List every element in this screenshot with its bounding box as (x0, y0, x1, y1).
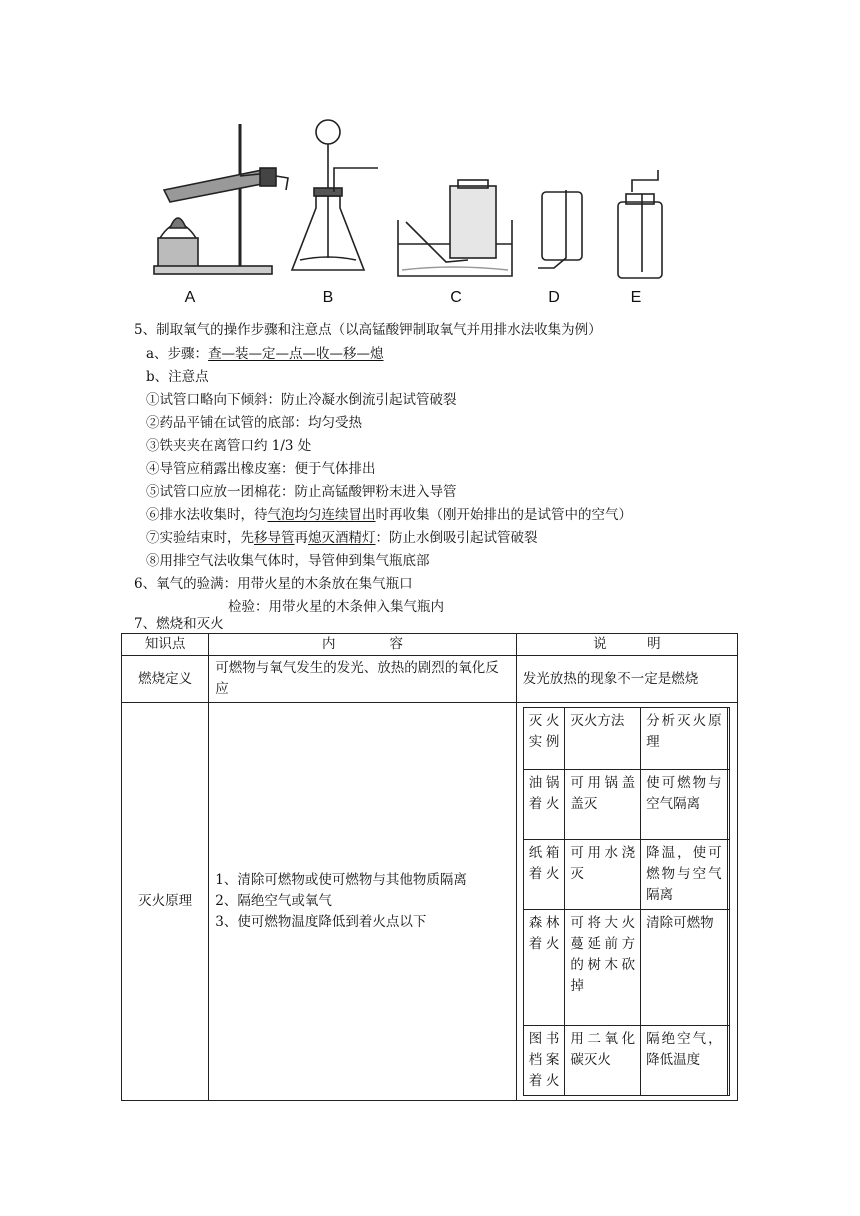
apparatus-a-drawing (154, 124, 288, 274)
sub-spacer (727, 708, 729, 770)
row1-point: 燃烧定义 (122, 656, 209, 703)
apparatus-e-drawing (618, 170, 662, 278)
sub-cell-example: 纸箱着火 (523, 840, 565, 910)
notes-title: b、注意点 (146, 369, 209, 385)
note7-part: ⑦实验结束时，先 (146, 530, 254, 546)
sub-cell-example: 森林着火 (523, 910, 565, 1026)
sub-spacer (727, 1026, 729, 1096)
table-header-row (122, 634, 738, 656)
note-item-6 (146, 505, 632, 525)
sub-cell-example: 油锅着火 (523, 770, 565, 840)
sub-header-method: 灭火方法 (565, 708, 641, 770)
combustion-table (121, 633, 738, 1101)
note-item: ①试管口略向下倾斜：防止冷凝水倒流引起试管破裂 (146, 392, 457, 408)
sub-row (523, 1026, 729, 1096)
sub-cell-method: 可将大火蔓延前方的树木砍掉 (565, 910, 641, 1026)
sub-row (523, 770, 729, 840)
content-item: 2、隔绝空气或氧气 (215, 893, 332, 909)
table-row (122, 703, 738, 1101)
note7-part: ：防止水倒吸引起试管破裂 (375, 530, 538, 546)
note-item: ⑤试管口应放一团棉花：防止高锰酸钾粉末进入导管 (146, 484, 457, 500)
figure-label-c: C (450, 289, 462, 306)
apparatus-c-drawing (398, 180, 512, 276)
header-content: 内 容 (209, 634, 516, 656)
sub-header-row (523, 708, 729, 770)
apparatus-d-drawing (538, 190, 582, 268)
section7-title: 7、燃烧和灭火 (134, 616, 224, 632)
steps-value: 查—装—定—点—收—移—熄 (208, 346, 384, 362)
section6-line1: 6、氧气的验满：用带火星的木条放在集气瓶口 (134, 576, 413, 592)
row2-point: 灭火原理 (122, 703, 209, 1101)
row1-explain: 发光放热的现象不一定是燃烧 (516, 656, 737, 703)
note7-part: 再 (294, 530, 308, 546)
note7-underlined: 移导管 (254, 530, 295, 546)
header-point: 知识点 (122, 634, 209, 656)
note-item-7 (146, 528, 538, 548)
sub-cell-method: 可用水浇灭 (565, 840, 641, 910)
steps-prefix: a、步骤： (146, 346, 209, 362)
table-row (122, 656, 738, 703)
figure-label-e: E (630, 289, 642, 306)
row2-content (209, 703, 516, 1101)
note-item: ③铁夹夹在离管口约 1/3 处 (146, 438, 312, 454)
sub-row (523, 840, 729, 910)
steps-line (146, 344, 384, 364)
sub-cell-method: 可用锅盖盖灭 (565, 770, 641, 840)
sub-header-analysis: 分析灭火原理 (641, 708, 727, 770)
section6-line2: 检验：用带火星的木条伸入集气瓶内 (228, 599, 444, 615)
sub-cell-analysis: 降温，使可燃物与空气隔离 (641, 840, 727, 910)
apparatus-b-drawing (292, 120, 378, 270)
note-item-8: ⑧用排空气法收集气体时，导管伸到集气瓶底部 (146, 553, 430, 569)
sub-cell-method: 用二氧化碳灭火 (565, 1026, 641, 1096)
sub-cell-example: 图书档案着火 (523, 1026, 565, 1096)
extinguish-examples-table (523, 707, 730, 1096)
content-item: 3、使可燃物温度降低到着火点以下 (215, 914, 427, 930)
header-explain: 说 明 (516, 634, 737, 656)
note-item: ④导管应稍露出橡皮塞：便于气体排出 (146, 461, 376, 477)
row2-explain (516, 703, 737, 1101)
apparatus-figure (150, 110, 690, 308)
sub-cell-analysis: 清除可燃物 (641, 910, 727, 1026)
note6-part: 时再收集（刚开始排出的是试管中的空气） (375, 507, 632, 523)
sub-spacer (727, 910, 729, 1026)
sub-cell-analysis: 使可燃物与空气隔离 (641, 770, 727, 840)
figure-label-b: B (322, 289, 334, 306)
figure-label-d: D (548, 289, 560, 306)
note7-underlined: 熄灭酒精灯 (308, 530, 376, 546)
content-item: 1、清除可燃物或使可燃物与其他物质隔离 (215, 872, 467, 888)
figure-label-a: A (184, 289, 196, 306)
section5-title: 5、制取氧气的操作步骤和注意点（以高锰酸钾制取氧气并用排水法收集为例） (134, 322, 602, 338)
sub-cell-analysis: 隔绝空气，降低温度 (641, 1026, 727, 1096)
note6-underlined: 气泡均匀连续冒出 (267, 507, 376, 523)
sub-header-example: 灭火实例 (523, 708, 565, 770)
sub-row (523, 910, 729, 1026)
sub-spacer (727, 840, 729, 910)
note6-part: ⑥排水法收集时，待 (146, 507, 268, 523)
sub-spacer (727, 770, 729, 840)
note-item: ②药品平铺在试管的底部：均匀受热 (146, 415, 362, 431)
row1-content: 可燃物与氧气发生的发光、放热的剧烈的氧化反应 (209, 656, 516, 703)
